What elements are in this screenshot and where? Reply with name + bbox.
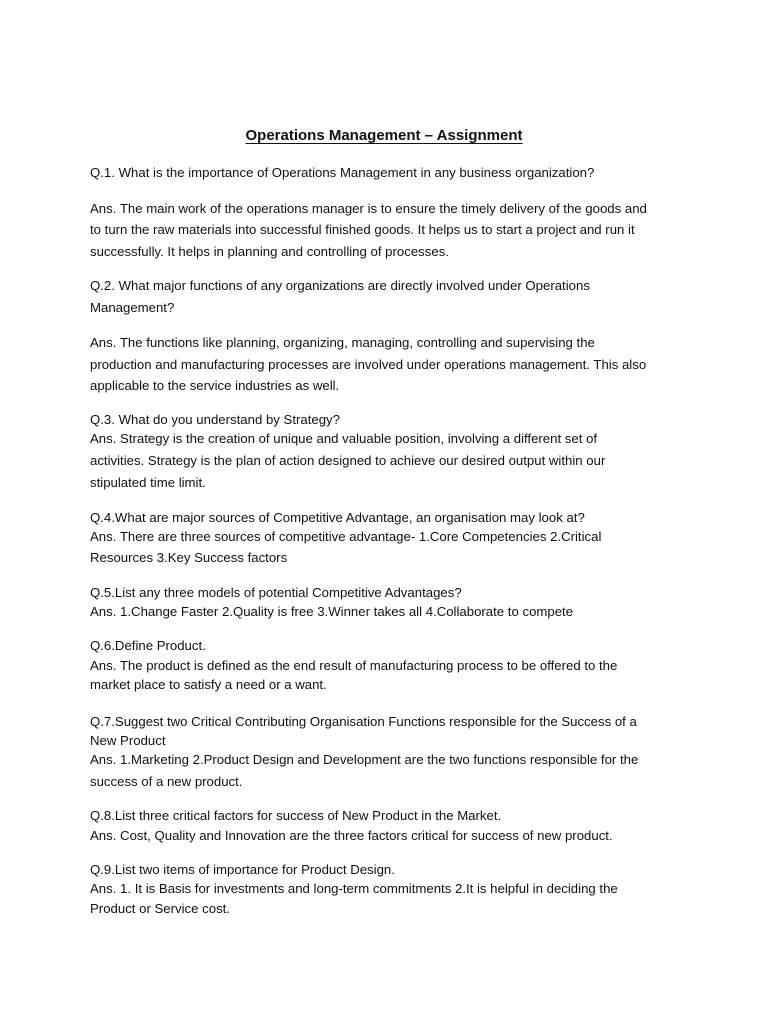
- question-7-line-1: Q.7.Suggest two Critical Contributing Organisation Functions responsible for the Success of a: [90, 714, 637, 729]
- question-2-line-2: Management?: [90, 300, 175, 315]
- answer-3-line-1: Ans. Strategy is the creation of unique and valuable position, involving a different set of: [90, 431, 598, 446]
- answer-2-line-1: Ans. The functions like planning, organizing, managing, controlling and supervising the: [90, 335, 595, 350]
- answer-3-line-3: stipulated time limit.: [90, 475, 206, 490]
- answer-1-line-2: to turn the raw materials into successful finished goods. It helps us to start a project and run it: [90, 222, 635, 237]
- document-title: Operations Management – Assignment: [245, 127, 523, 144]
- question-9-line: Q.9.List two items of importance for Product Design.: [90, 862, 395, 877]
- question-7-line-2: New Product: [90, 733, 166, 748]
- answer-7-line-1: Ans. 1.Marketing 2.Product Design and Development are the two functions responsible for the: [90, 752, 639, 767]
- answer-7-line-2: success of a new product.: [90, 774, 243, 789]
- answer-8-line: Ans. Cost, Quality and Innovation are the three factors critical for success of new product.: [90, 828, 613, 843]
- question-4-line: Q.4.What are major sources of Competitive Advantage, an organisation may look at?: [90, 510, 585, 525]
- answer-3-line-2: activities. Strategy is the plan of action designed to achieve our desired output within our: [90, 453, 606, 468]
- question-5-line: Q.5.List any three models of potential Competitive Advantages?: [90, 585, 462, 600]
- answer-9-line-2: Product or Service cost.: [90, 901, 230, 916]
- question-3-line: Q.3. What do you understand by Strategy?: [90, 412, 340, 427]
- answer-4-line-2: Resources 3.Key Success factors: [90, 550, 288, 565]
- question-8-line: Q.8.List three critical factors for success of New Product in the Market.: [90, 808, 502, 823]
- answer-6-line-2: market place to satisfy a need or a want.: [90, 677, 327, 692]
- question-1-line: Q.1. What is the importance of Operations Management in any business organization?: [90, 165, 595, 180]
- answer-9-line-1: Ans. 1. It is Basis for investments and long-term commitments 2.It is helpful in deciding the: [90, 881, 618, 896]
- answer-1-line-1: Ans. The main work of the operations manager is to ensure the timely delivery of the goods and: [90, 201, 647, 216]
- answer-2-line-2: production and manufacturing processes are involved under operations management. This also: [90, 357, 647, 372]
- answer-6-line-1: Ans. The product is defined as the end result of manufacturing process to be offered to the: [90, 658, 618, 673]
- answer-2-line-3: applicable to the service industries as well.: [90, 378, 340, 393]
- answer-4-line-1: Ans. There are three sources of competitive advantage- 1.Core Competencies 2.Critical: [90, 529, 602, 544]
- question-6-line: Q.6.Define Product.: [90, 638, 206, 653]
- answer-1-line-3: successfully. It helps in planning and controlling of processes.: [90, 244, 449, 259]
- answer-5-line: Ans. 1.Change Faster 2.Quality is free 3.Winner takes all 4.Collaborate to compete: [90, 604, 574, 619]
- question-2-line-1: Q.2. What major functions of any organizations are directly involved under Operations: [90, 278, 590, 293]
